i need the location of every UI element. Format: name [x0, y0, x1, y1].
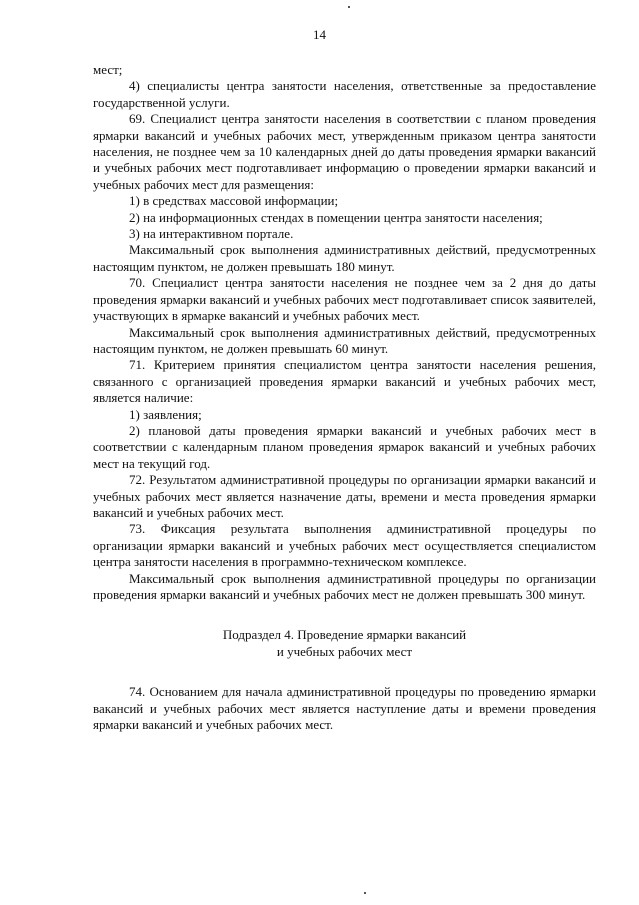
paragraph-74: 74. Основанием для начала административной процедуры по проведению ярмарки вакансий и учебных рабочих мест является наступление даты и времени проведения ярмарки вакансий и учебных рабочих мест. [93, 684, 596, 733]
scan-dot-top [348, 6, 350, 8]
paragraph-list-item-4: 4) специалисты центра занятости населения, ответственные за предоставление государственной услуги. [93, 78, 596, 110]
paragraph-70: 70. Специалист центра занятости населения не позднее чем за 2 дня до даты проведения ярмарки вакансий и учебных рабочих мест подготавливает список заявителей, участвующих в ярмарке вакансий и учебных рабочих мест. [93, 275, 596, 324]
paragraph-69: 69. Специалист центра занятости населения в соответствии с планом проведения ярмарки вакансий и учебных рабочих мест, утвержденным приказом центра занятости населения, не позднее чем за 10 календарных дней до даты проведения ярмарки вакансий и учебных рабочих мест подготавливает информацию о проведении ярмарки вакансий и учебных рабочих мест для размещения: [93, 111, 596, 192]
paragraph-criterion-1: 1) заявления; [129, 406, 202, 422]
paragraph-list-item-1: 1) в средствах массовой информации; [129, 193, 339, 209]
subsection-heading-line-2: и учебных рабочих мест [276, 643, 413, 659]
paragraph-71: 71. Критерием принятия специалистом центра занятости населения решения, связанного с организацией проведения ярмарки вакансий и учебных рабочих мест, является наличие: [93, 357, 596, 406]
paragraph-criterion-2: 2) плановой даты проведения ярмарки вакансий и учебных рабочих мест в соответствии с календарным планом проведения ярмарок вакансий и учебных рабочих мест на текущий год. [93, 422, 596, 471]
paragraph-max-time-180: Максимальный срок выполнения административных действий, предусмотренных настоящим пунктом, не должен превышать 180 минут. [93, 242, 596, 274]
paragraph-list-item-2: 2) на информационных стендах в помещении центра занятости населения; [129, 209, 543, 225]
paragraph-max-time-60: Максимальный срок выполнения административных действий, предусмотренных настоящим пунктом, не должен превышать 60 минут. [93, 324, 596, 356]
subsection-heading [93, 627, 596, 660]
subsection-heading-line-1: Подраздел 4. Проведение ярмарки вакансий [222, 627, 467, 643]
scan-dot-bottom [364, 892, 366, 894]
page-number: 14 [313, 27, 326, 42]
paragraph-list-item-3: 3) на интерактивном портале. [129, 226, 294, 242]
paragraph-73: 73. Фиксация результата выполнения административной процедуры по организации ярмарки вакансий и учебных рабочих мест осуществляется специалистом центра занятости населения в программно-техническом комплексе. [93, 521, 596, 570]
paragraph-72: 72. Результатом административной процедуры по организации ярмарки вакансий и учебных рабочих мест является назначение даты, времени и места проведения ярмарки вакансий и учебных рабочих мест. [93, 472, 596, 520]
paragraph-max-time-300: Максимальный срок выполнения административной процедуры по организации проведения ярмарки вакансий и учебных рабочих мест не должен превышать 300 минут. [93, 570, 596, 602]
paragraph-mest: мест; [93, 62, 123, 77]
document-body [93, 62, 596, 733]
